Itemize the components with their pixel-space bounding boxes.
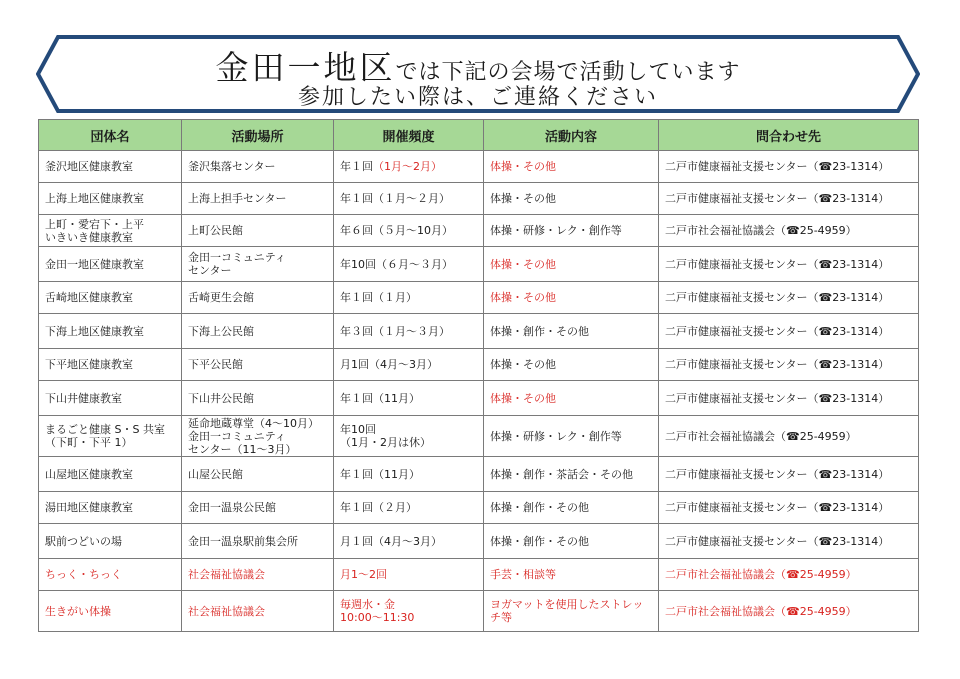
place-cell: 下平公民館 — [182, 349, 334, 381]
content-cell: 体操・創作・その他 — [484, 314, 659, 349]
group-cell: 生きがい体操 — [39, 591, 182, 632]
frequency-period: （1月～2月） — [373, 160, 442, 173]
frequency-cell — [334, 151, 484, 183]
frequency-cell: 年10回（６月～３月） — [334, 247, 484, 282]
group-cell: 釜沢地区健康教室 — [39, 151, 182, 183]
activity-table — [38, 119, 919, 632]
group-cell: 山屋地区健康教室 — [39, 457, 182, 492]
table-row — [39, 591, 919, 632]
table-row — [39, 282, 919, 314]
group-cell: 上町・愛宕下・上平 いきいき健康教室 — [39, 215, 182, 247]
place-cell: 金田一コミュニティ センター — [182, 247, 334, 282]
column-header: 問合わせ先 — [659, 120, 919, 151]
contact-cell: 二戸市健康福祉支援センター（☎23-1314） — [659, 457, 919, 492]
content-cell: 体操・研修・レク・創作等 — [484, 215, 659, 247]
group-cell: ちっく・ちっく — [39, 559, 182, 591]
group-cell: 下海上地区健康教室 — [39, 314, 182, 349]
group-cell: 下山井健康教室 — [39, 381, 182, 416]
group-cell: 下平地区健康教室 — [39, 349, 182, 381]
content-cell: 体操・研修・レク・創作等 — [484, 416, 659, 457]
banner-line1-rest: では下記の会場で活動しています — [395, 60, 741, 85]
frequency-cell: 年10回 （1月・2月は休） — [334, 416, 484, 457]
contact-cell: 二戸市社会福祉協議会（☎25-4959） — [659, 559, 919, 591]
place-cell: 社会福祉協議会 — [182, 559, 334, 591]
place-cell: 舌崎更生会館 — [182, 282, 334, 314]
contact-cell: 二戸市社会福祉協議会（☎25-4959） — [659, 591, 919, 632]
group-cell: 駅前つどいの場 — [39, 524, 182, 559]
place-cell: 上町公民館 — [182, 215, 334, 247]
column-header: 活動場所 — [182, 120, 334, 151]
table-row — [39, 381, 919, 416]
contact-cell: 二戸市健康福祉支援センター（☎23-1314） — [659, 183, 919, 215]
content-cell: ヨガマットを使用したストレッチ等 — [484, 591, 659, 632]
column-header: 団体名 — [39, 120, 182, 151]
table-row — [39, 559, 919, 591]
table-row — [39, 215, 919, 247]
place-cell: 金田一温泉駅前集会所 — [182, 524, 334, 559]
frequency-cell: 年１回（11月） — [334, 457, 484, 492]
column-header: 開催頻度 — [334, 120, 484, 151]
banner-line2: 参加したい際は、ご連絡ください — [297, 85, 658, 110]
place-cell: 社会福祉協議会 — [182, 591, 334, 632]
frequency-cell: 月1回（4月～3月） — [334, 349, 484, 381]
table-row — [39, 416, 919, 457]
table-row — [39, 183, 919, 215]
frequency-cell: 年１回（２月） — [334, 492, 484, 524]
group-cell: 上海上地区健康教室 — [39, 183, 182, 215]
content-cell: 体操・創作・その他 — [484, 524, 659, 559]
title-banner — [36, 34, 920, 114]
frequency-cell: 月1～2回 — [334, 559, 484, 591]
place-cell: 下海上公民館 — [182, 314, 334, 349]
content-cell: 体操・その他 — [484, 282, 659, 314]
contact-cell: 二戸市健康福祉支援センター（☎23-1314） — [659, 349, 919, 381]
group-cell: 金田一地区健康教室 — [39, 247, 182, 282]
district-name: 金田一地区 — [215, 48, 396, 87]
content-cell: 手芸・相談等 — [484, 559, 659, 591]
content-cell: 体操・その他 — [484, 151, 659, 183]
frequency-cell: 年１回（１月～２月） — [334, 183, 484, 215]
group-cell: 舌崎地区健康教室 — [39, 282, 182, 314]
table-row — [39, 314, 919, 349]
contact-cell: 二戸市健康福祉支援センター（☎23-1314） — [659, 492, 919, 524]
place-cell: 延命地蔵尊堂（4～10月） 金田一コミュニティ センター（11～3月） — [182, 416, 334, 457]
frequency-cell: 年３回（１月～３月） — [334, 314, 484, 349]
contact-cell: 二戸市健康福祉支援センター（☎23-1314） — [659, 524, 919, 559]
table-row — [39, 151, 919, 183]
content-cell: 体操・創作・茶話会・その他 — [484, 457, 659, 492]
place-cell: 山屋公民館 — [182, 457, 334, 492]
frequency-text: 年１回 — [340, 160, 373, 173]
content-cell: 体操・その他 — [484, 247, 659, 282]
place-cell: 上海上担手センター — [182, 183, 334, 215]
table-row — [39, 247, 919, 282]
table-row — [39, 524, 919, 559]
content-cell: 体操・その他 — [484, 349, 659, 381]
content-cell: 体操・その他 — [484, 183, 659, 215]
table-header-row — [39, 120, 919, 151]
place-cell: 金田一温泉公民館 — [182, 492, 334, 524]
contact-cell: 二戸市健康福祉支援センター（☎23-1314） — [659, 314, 919, 349]
contact-cell: 二戸市健康福祉支援センター（☎23-1314） — [659, 381, 919, 416]
group-cell: まるごと健康 S・S 共室 （下町・下平 1） — [39, 416, 182, 457]
contact-cell: 二戸市社会福祉協議会（☎25-4959） — [659, 215, 919, 247]
contact-cell: 二戸市社会福祉協議会（☎25-4959） — [659, 416, 919, 457]
frequency-cell: 年６回（５月～10月） — [334, 215, 484, 247]
table-row — [39, 349, 919, 381]
place-cell: 下山井公民館 — [182, 381, 334, 416]
frequency-cell: 毎週水・金 10:00～11:30 — [334, 591, 484, 632]
table-row — [39, 457, 919, 492]
table-row — [39, 492, 919, 524]
group-cell: 湯田地区健康教室 — [39, 492, 182, 524]
place-cell: 釜沢集落センター — [182, 151, 334, 183]
frequency-cell: 年１回（11月） — [334, 381, 484, 416]
frequency-cell: 月１回（4月～3月） — [334, 524, 484, 559]
frequency-cell: 年１回（１月） — [334, 282, 484, 314]
column-header: 活動内容 — [484, 120, 659, 151]
content-cell: 体操・創作・その他 — [484, 492, 659, 524]
contact-cell: 二戸市健康福祉支援センター（☎23-1314） — [659, 282, 919, 314]
contact-cell: 二戸市健康福祉支援センター（☎23-1314） — [659, 247, 919, 282]
contact-cell: 二戸市健康福祉支援センター（☎23-1314） — [659, 151, 919, 183]
content-cell: 体操・その他 — [484, 381, 659, 416]
